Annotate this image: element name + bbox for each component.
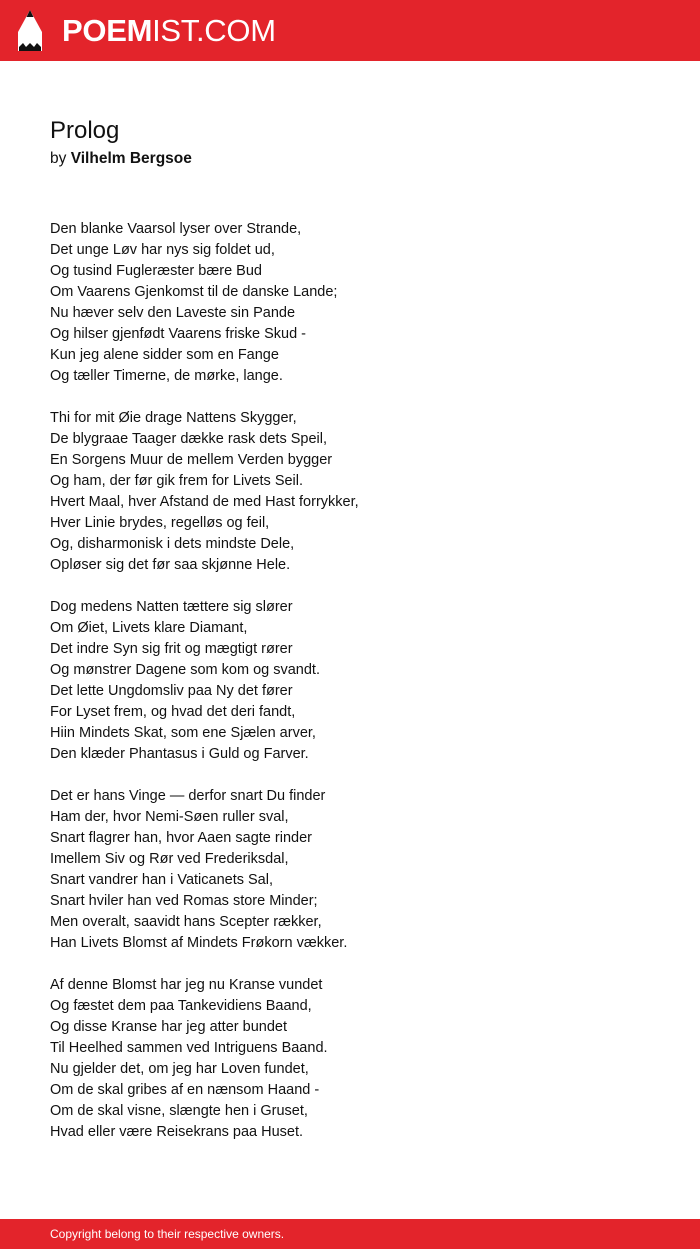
poem-line: Opløser sig det før saa skjønne Hele.: [50, 557, 291, 573]
poem-line: Og mønstrer Dagene som kom og svandt.: [50, 662, 320, 678]
poem-line: Det lette Ungdomsliv paa Ny det fører: [50, 683, 293, 699]
poem-line: Nu hæver selv den Laveste sin Pande: [50, 305, 296, 321]
poem-line: Snart vandrer han i Vaticanets Sal,: [50, 872, 273, 888]
poem-line: Den klæder Phantasus i Guld og Farver.: [50, 746, 309, 762]
poem-line: Kun jeg alene sidder som en Fange: [50, 347, 279, 363]
site-footer: [0, 1219, 700, 1249]
poem-line: Thi for mit Øie drage Nattens Skygger,: [50, 410, 297, 426]
poem-line: Om Vaarens Gjenkomst til de danske Lande;: [50, 284, 338, 300]
poem-line: Den blanke Vaarsol lyser over Strande,: [50, 221, 302, 237]
poem-line: Om Øiet, Livets klare Diamant,: [50, 620, 248, 636]
poem-line: Dog medens Natten tættere sig slører: [50, 599, 293, 615]
poem-line: De blygraae Taager dække rask dets Speil,: [50, 431, 327, 447]
poem-line: Hvad eller være Reisekrans paa Huset.: [50, 1124, 304, 1140]
poem-line: Imellem Siv og Rør ved Frederiksdal,: [50, 851, 289, 867]
poem-line: Men overalt, saavidt hans Scepter rækker,: [50, 914, 322, 930]
poem-line: Og tusind Fugleræster bære Bud: [50, 263, 262, 279]
logo-light-text: IST.COM: [152, 13, 276, 48]
poem-line: Og disse Kranse har jeg atter bundet: [50, 1019, 287, 1035]
poem-line: Og, disharmonisk i dets mindste Dele,: [50, 536, 295, 552]
poem-line: Han Livets Blomst af Mindets Frøkorn vækker.: [50, 935, 348, 951]
poem-line: Og tæller Timerne, de mørke, lange.: [50, 368, 283, 384]
poem-line: For Lyset frem, og hvad det deri fandt,: [50, 704, 296, 720]
poem-line: Om de skal visne, slængte hen i Gruset,: [50, 1103, 308, 1119]
poem-stanza: [50, 219, 650, 387]
poem-line: Snart hviler han ved Romas store Minder;: [50, 893, 318, 909]
poem-line: Og ham, der før gik frem for Livets Seil.: [50, 473, 304, 489]
poem-stanza: [50, 408, 650, 576]
site-header: [0, 0, 700, 61]
poem-line: Hver Linie brydes, regelløs og feil,: [50, 515, 270, 531]
poem-line: Det unge Løv har nys sig foldet ud,: [50, 242, 275, 258]
poem-stanza: [50, 975, 650, 1143]
copyright-text: Copyright belong to their respective owners.: [50, 1227, 285, 1241]
poem-line: Hiin Mindets Skat, som ene Sjælen arver,: [50, 725, 316, 741]
poem-author[interactable]: Vilhelm Bergsoe: [70, 150, 192, 167]
poem-line: Og fæstet dem paa Tankevidiens Baand,: [50, 998, 312, 1014]
poem-line: En Sorgens Muur de mellem Verden bygger: [50, 452, 333, 468]
poem-line: Og hilser gjenfødt Vaarens friske Skud -: [50, 326, 307, 342]
poem-line: Af denne Blomst har jeg nu Kranse vundet: [50, 977, 323, 993]
poem-stanza: [50, 786, 650, 954]
poem-line: Det er hans Vinge — derfor snart Du finder: [50, 788, 326, 804]
byline-prefix: by: [50, 150, 67, 167]
poem-line: Hvert Maal, hver Afstand de med Hast forrykker,: [50, 494, 359, 510]
poem-line: Det indre Syn sig frit og mægtigt rører: [50, 641, 293, 657]
poem-line: Om de skal gribes af en nænsom Haand -: [50, 1082, 320, 1098]
logo-bold-text: POEM: [62, 13, 153, 48]
poem-line: Snart flagrer han, hvor Aaen sagte rinder: [50, 830, 312, 846]
poem-line: Til Heelhed sammen ved Intriguens Baand.: [50, 1040, 328, 1056]
poem-title: Prolog: [50, 117, 120, 144]
poem-byline: [50, 149, 192, 169]
poem-line: Ham der, hvor Nemi-Søen ruller sval,: [50, 809, 289, 825]
poem-body: [50, 219, 650, 1164]
poem-line: Nu gjelder det, om jeg har Loven fundet,: [50, 1061, 309, 1077]
site-logo-text: [62, 13, 276, 49]
poem-stanza: [50, 597, 650, 765]
pencil-tip-icon: [18, 10, 42, 51]
